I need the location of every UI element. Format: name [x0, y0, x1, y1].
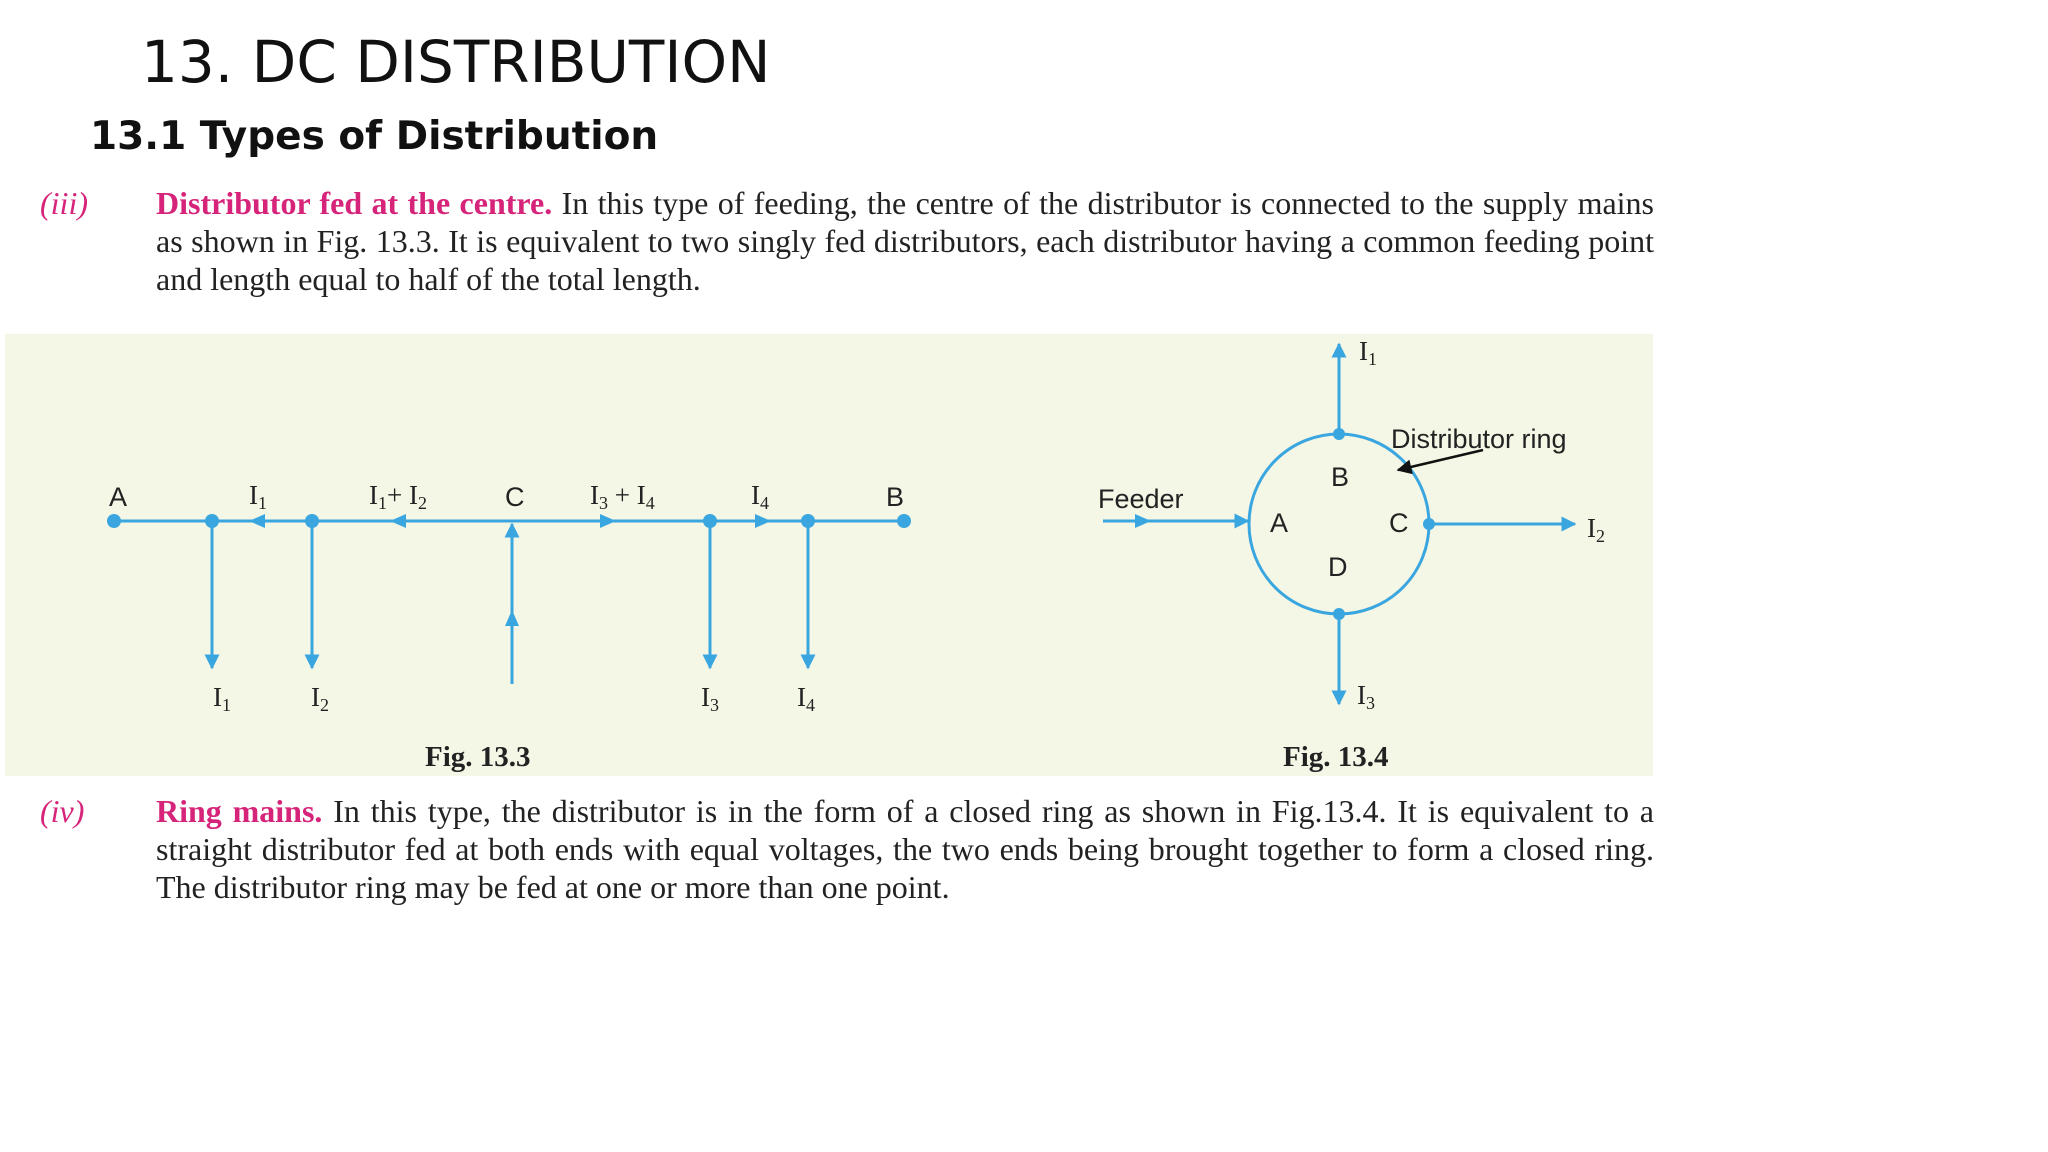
paragraph-text: In this type, the distributor is in the form of a closed ring as shown in Fig.13.4. It is equivalent to a straight distributor fed at both ends with equal voltages, the two ends being brought together to form a closed ring. The distributor ring may be fed at one or more than one point. — [156, 793, 1655, 905]
arrow-right-icon — [755, 514, 771, 528]
ring-label: Distributor ring — [1391, 424, 1567, 454]
node-b-label: B — [886, 482, 905, 512]
arrow-left-icon — [249, 514, 265, 528]
current-label-i2: I2 — [1587, 513, 1605, 546]
current-label-i3: I3 — [1357, 680, 1375, 713]
paragraph-lead: Ring mains. — [156, 793, 323, 829]
arrow-right-icon — [1135, 514, 1151, 528]
feeder-label: Feeder — [1098, 484, 1184, 514]
current-label-top: I1 — [249, 480, 267, 513]
current-label-top: I4 — [751, 480, 769, 513]
current-label-bottom: I4 — [797, 682, 815, 715]
arrow-up-icon — [505, 610, 519, 626]
current-label-i1: I1 — [1359, 336, 1377, 369]
paragraph-lead: Distributor fed at the centre. — [156, 185, 553, 221]
current-label-bottom: I3 — [701, 682, 719, 715]
ring-node-c-label: C — [1389, 508, 1409, 538]
figure-panel — [5, 334, 1653, 776]
figures-svg — [5, 334, 1653, 776]
fig-13-3-caption: Fig. 13.3 — [425, 741, 531, 773]
paragraph-iv — [38, 792, 1654, 906]
paragraph-body — [156, 184, 1654, 298]
ring-node-a-label: A — [1270, 508, 1289, 538]
paragraph-number: (iii) — [40, 185, 88, 221]
paragraph-body — [156, 792, 1654, 906]
arrow-left-icon — [390, 514, 406, 528]
fig-13-3-diagram — [107, 480, 911, 773]
paragraph-number: (iv) — [40, 793, 85, 829]
current-label-bottom: I1 — [213, 682, 231, 715]
arrow-right-icon — [600, 514, 616, 528]
node-c-label: C — [505, 482, 525, 512]
paragraph-text: In this type of feeding, the centre of the distributor is connected to the supply mains as shown in Fig. 13.3. It is equivalent to two singly fed distributors, each distributor having a common feeding point and length equal to half of the total length. — [156, 185, 1655, 297]
current-label-top: I1+ I2 — [369, 480, 427, 513]
slide-subtitle: 13.1 Types of Distribution — [90, 114, 659, 159]
slide-title: 13. DC DISTRIBUTION — [141, 28, 771, 96]
fig-13-4-caption: Fig. 13.4 — [1283, 741, 1389, 773]
fig-13-4-diagram — [1098, 336, 1605, 773]
node-b-dot — [897, 514, 911, 528]
current-label-top: I3 + I4 — [590, 480, 655, 513]
node-a-dot — [107, 514, 121, 528]
current-label-bottom: I2 — [311, 682, 329, 715]
node-a-label: A — [109, 482, 128, 512]
ring-node-b-label: B — [1331, 462, 1350, 492]
ring-node-d-label: D — [1328, 552, 1348, 582]
paragraph-iii — [38, 184, 1654, 298]
